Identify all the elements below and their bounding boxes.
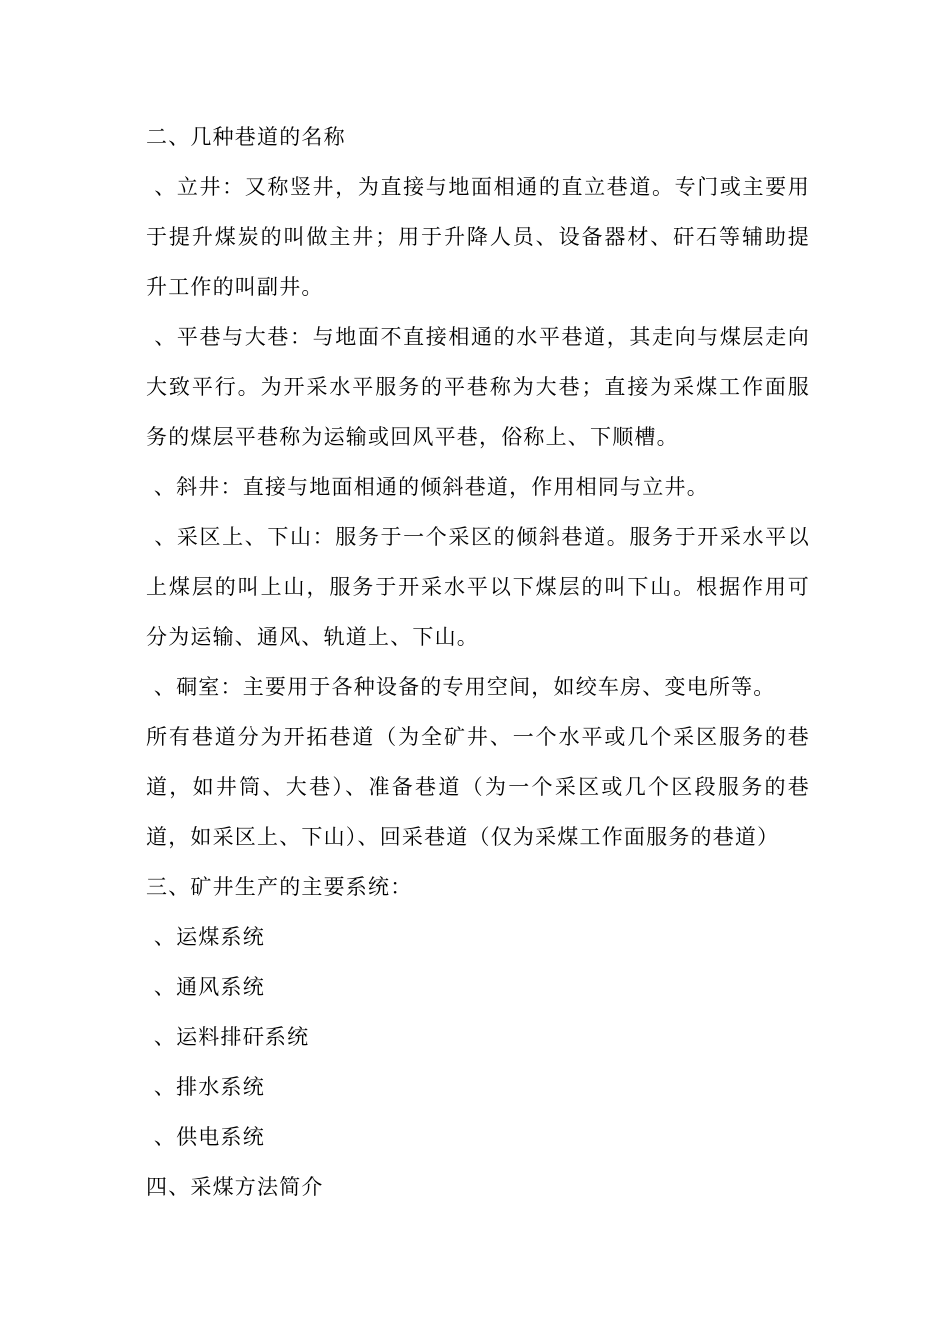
item-vertical-shaft: 、立井：又称竖井，为直接与地面相通的直立巷道。专门或主要用于提升煤炭的叫做主井；用于升降人员、设备器材、矸石等辅助提升工作的叫副井。 — [146, 175, 810, 299]
item-inclined-shaft: 、斜井：直接与地面相通的倾斜巷道，作用相同与立井。 — [146, 475, 709, 499]
list-item: 、运料排矸系统 — [146, 1025, 310, 1049]
list-item: 、运煤系统 — [146, 925, 265, 949]
document-page — [146, 112, 810, 1212]
item-level-roadway: 、平巷与大巷：与地面不直接相通的水平巷道，其走向与煤层走向大致平行。为开采水平服务的平巷称为大巷；直接为采煤工作面服务的煤层平巷称为运输或回风平巷，俗称上、下顺槽。 — [146, 325, 810, 449]
roadway-classification: 所有巷道分为开拓巷道（为全矿井、一个水平或几个采区服务的巷道，如井筒、大巷）、准备巷道（为一个采区或几个区段服务的巷道，如采区上、下山）、回采巷道（仅为采煤工作面服务的巷道） — [146, 725, 810, 849]
item-rise-dip: 、采区上、下山：服务于一个采区的倾斜巷道。服务于开采水平以上煤层的叫上山，服务于开采水平以下煤层的叫下山。根据作用可分为运输、通风、轨道上、下山。 — [146, 525, 810, 649]
list-item: 、供电系统 — [146, 1125, 265, 1149]
list-item: 、排水系统 — [146, 1075, 265, 1099]
item-chamber: 、硐室：主要用于各种设备的专用空间，如绞车房、变电所等。 — [146, 675, 776, 699]
section-heading-2: 二、几种巷道的名称 — [146, 125, 346, 149]
section-heading-3: 三、矿井生产的主要系统： — [146, 875, 413, 899]
list-item: 、通风系统 — [146, 975, 265, 999]
section-heading-4: 四、采煤方法简介 — [146, 1175, 324, 1199]
